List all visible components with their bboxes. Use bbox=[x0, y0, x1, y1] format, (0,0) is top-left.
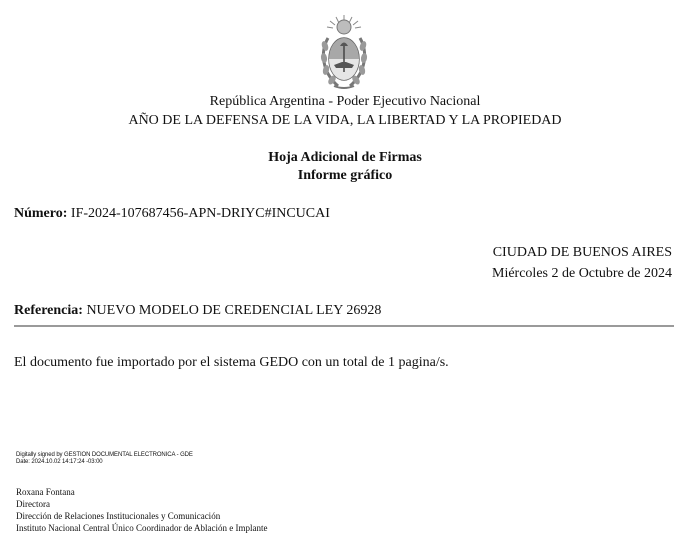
city: CIUDAD DE BUENOS AIRES bbox=[492, 245, 672, 260]
separator-rule bbox=[14, 325, 674, 327]
issuer-line: República Argentina - Poder Ejecutivo Nacional bbox=[209, 94, 481, 109]
coat-of-arms-seal bbox=[318, 14, 370, 92]
digital-signature-line: Digitally signed by GESTION DOCUMENTAL ELECTRONICA - GDE bbox=[16, 452, 193, 458]
reference bbox=[14, 302, 381, 319]
signer-role: Directora bbox=[16, 499, 50, 509]
reference-value: NUEVO MODELO DE CREDENCIAL LEY 26928 bbox=[86, 303, 382, 318]
number-value: IF-2024-107687456-APN-DRIYC#INCUCAI bbox=[70, 206, 330, 221]
signer-name: Roxana Fontana bbox=[16, 487, 75, 497]
document-number bbox=[14, 205, 330, 222]
year-motto: AÑO DE LA DEFENSA DE LA VIDA, LA LIBERTAD Y LA PROPIEDAD bbox=[128, 113, 562, 128]
signature-block bbox=[16, 452, 267, 534]
document-title: Hoja Adicional de Firmas bbox=[268, 150, 422, 165]
digital-signature-date: Date: 2024.10.02 14:17:24 -03:00 bbox=[16, 459, 103, 465]
document-subtitle: Informe gráfico bbox=[297, 168, 393, 183]
signer-department: Dirección de Relaciones Institucionales y Comunicación bbox=[16, 511, 221, 521]
body-text: El documento fue importado por el sistema GEDO con un total de 1 pagina/s. bbox=[14, 355, 449, 370]
document-date: Miércoles 2 de Octubre de 2024 bbox=[492, 266, 672, 281]
reference-label: Referencia: bbox=[14, 303, 83, 318]
signer-institution: Instituto Nacional Central Único Coordinador de Ablación e Implante bbox=[16, 523, 268, 533]
number-label: Número: bbox=[14, 206, 68, 221]
